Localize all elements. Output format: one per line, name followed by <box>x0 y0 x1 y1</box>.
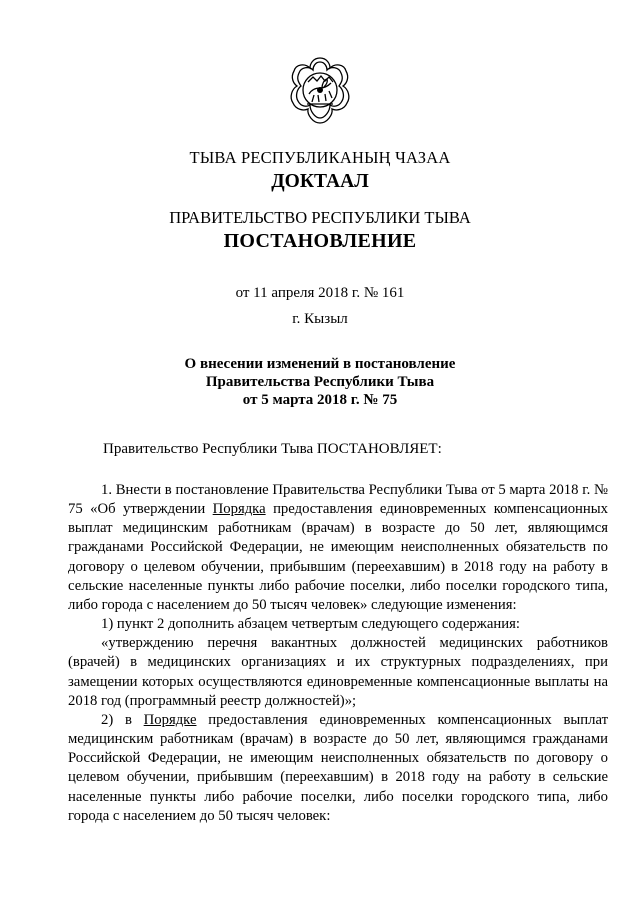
subject-line-2: Правительства Республики Тыва <box>205 374 435 390</box>
header-tyva-gov: ТЫВА РЕСПУБЛИКАНЫҢ ЧАЗАА <box>189 148 451 167</box>
decree-body <box>68 481 608 826</box>
decree-city: г. Кызыл <box>292 311 348 327</box>
poryadke-link[interactable]: Порядке <box>143 711 197 728</box>
paragraph-1-text-a: 1. Внести в постановление Правительства Республики Тыва от 5 марта 2018 г. № 75 «Об утверждении <box>68 482 608 518</box>
resolves-statement: Правительство Республики Тыва ПОСТАНОВЛЯЕТ: <box>103 441 442 457</box>
paragraph-3: «утверждению перечня вакантных должностей медицинских работников (врачей) в медицинских организациях и их структурных подразделениях, при замещении которых осуществляются единовременные компенсационные выплаты на 2018 год (программный реестр должностей)»; <box>68 635 608 709</box>
poryadok-link[interactable]: Порядка <box>212 501 266 518</box>
header-doktaal: ДОКТААЛ <box>271 171 369 192</box>
subject-line-1: О внесении изменений в постановление <box>184 356 456 372</box>
paragraph-1-text-b: предоставления единовременных компенсационных выплат медицинским работникам (врачам) в возрасте до 50 лет, являющимся гражданами Российской Федерации, не имеющим неисполненных обязательств по договору о целевом обучении, прибывшим (переехавшим) в 2018 году на работу в сельские населенные пункты либо рабочие поселки, либо поселки городского типа, либо города с населением до 50 тысяч человек» следующие изменения: <box>68 501 608 613</box>
tyva-coat-of-arms-icon <box>284 55 356 127</box>
paragraph-4-text-b: предоставления единовременных компенсационных выплат медицинским работникам (врачам) в возрасте до 50 лет, являющимся гражданами Российской Федерации, не имеющим неисполненных обязательств по договору о целевом обучении, прибывшим (переехавшим) в 2018 году на работу в сельские населенные пункты либо рабочие поселки, либо поселки городского типа, либо города с населением до 50 тысяч человек: <box>68 711 608 824</box>
paragraph-1 <box>68 481 608 615</box>
subject-line-3: от 5 марта 2018 г. № 75 <box>242 392 398 408</box>
document-type-title: ПОСТАНОВЛЕНИЕ <box>223 230 417 252</box>
paragraph-2: 1) пункт 2 дополнить абзацем четвертым следующего содержания: <box>101 616 520 633</box>
decree-subject <box>0 355 640 409</box>
header-gov: ПРАВИТЕЛЬСТВО РЕСПУБЛИКИ ТЫВА <box>169 208 471 227</box>
decree-date-number: от 11 апреля 2018 г. № 161 <box>235 285 405 301</box>
paragraph-4 <box>68 711 608 826</box>
paragraph-4-text-a: 2) в <box>101 711 144 728</box>
